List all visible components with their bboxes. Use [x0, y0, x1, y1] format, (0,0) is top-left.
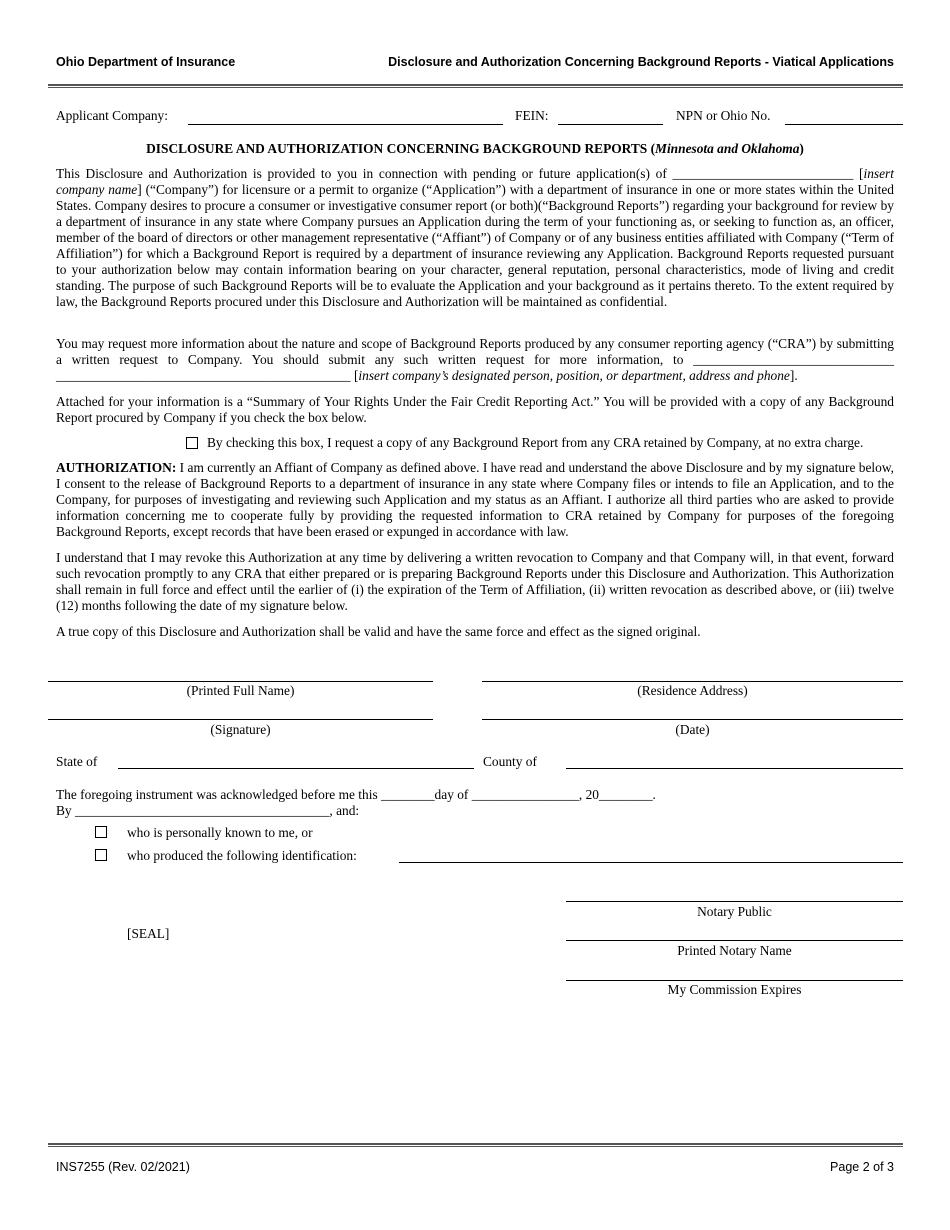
county-field[interactable] — [566, 768, 903, 769]
identification-checkbox[interactable] — [95, 849, 107, 861]
printed-notary-name-line[interactable] — [566, 940, 903, 941]
residence-address-line[interactable] — [482, 681, 903, 682]
request-copy-checkbox[interactable] — [186, 437, 198, 449]
header-divider — [48, 84, 903, 88]
printed-name-caption: (Printed Full Name) — [186, 683, 295, 698]
notary-public-line[interactable] — [566, 901, 903, 902]
request-info-paragraph: You may request more information about the nature and scope of Background Reports produced by any consumer reporting agency (“CRA”) by submitting a written request to Company. You should submit any such written request for more information, to ______________________________ ____________________________________________ [insert company’s designated person, position, or department, address and phone]. — [56, 336, 894, 383]
acknowledgment-by-line: By ______________________________________, and: — [56, 803, 360, 818]
signature-caption: (Signature) — [210, 722, 271, 737]
identification-field[interactable] — [399, 862, 903, 863]
notary-public-caption: Notary Public — [697, 904, 772, 919]
form-id: INS7255 (Rev. 02/2021) — [56, 1160, 190, 1174]
state-label: State of — [56, 754, 98, 769]
county-label: County of — [483, 754, 537, 769]
npn-field[interactable] — [785, 124, 903, 125]
document-title: DISCLOSURE AND AUTHORIZATION CONCERNING BACKGROUND REPORTS (Minnesota and Oklahoma) — [146, 141, 804, 156]
personally-known-label: who is personally known to me, or — [127, 825, 313, 840]
revocation-paragraph: I understand that I may revoke this Authorization at any time by delivering a written revocation to Company and that Company will, in that event, forward such revocation promptly to any CRA that either prepared or is preparing Background Reports under this Disclosure and Authorization. This Authorization shall remain in full force and effect until the earlier of (i) the expiration of the Term of Affiliation, (ii) written revocation as described above, or (iii) twelve (12) months following the date of my signature below. — [56, 550, 894, 613]
fein-field[interactable] — [558, 124, 663, 125]
agency-name: Ohio Department of Insurance — [56, 55, 236, 69]
authorization-paragraph: AUTHORIZATION: I am currently an Affiant of Company as defined above. I have read and understand the above Disclosure and by my signature below, I consent to the release of Background Reports to a department of insurance in any state where Company files or intends to file an Application, and to the Company, for purposes of investigating and reviewing such Application and my status as an Affiant. I authorize all third parties who are asked to provide information concerning me to cooperate fully by providing the requested information to CRA retained by Company for purposes of the foregoing Background Reports, except records that have been erased or expunged in accordance with law. — [56, 460, 894, 539]
date-caption: (Date) — [675, 722, 710, 737]
applicant-company-field[interactable] — [188, 124, 503, 125]
disclosure-paragraph: This Disclosure and Authorization is provided to you in connection with pending or future application(s) of ___________________________ [insert company name] (“Company”) for licensure or a permit to organize (“Application”) with a department of insurance in one or more states within the United States. Company desires to procure a consumer or investigative consumer report (or both)(“Background Reports”) regarding your background for review by a department of insurance in any state where Company pursues an Application during the term of your functioning as, or seeking to function as, an officer, member of the board of directors or other management representative (“Affiant”) of Company or of any business entities affiliated with Company (“Term of Affiliation”) for which a Background Report is required by a department of insurance reviewing any Application. Background Reports requested pursuant to your authorization below may contain information bearing on your character, general reputation, personal characteristics, mode of living and credit standing. The purpose of such Background Reports will be to evaluate the Application and your background as it pertains thereto. To the extent required by law, the Background Reports procured under this Disclosure and Authorization will be maintained as confidential. — [56, 166, 894, 309]
printed-name-line[interactable] — [48, 681, 433, 682]
fcra-summary-paragraph: Attached for your information is a “Summary of Your Rights Under the Fair Credit Reporting Act.” You will be provided with a copy of any Background Report procured by Company if you check the box below. — [56, 394, 894, 425]
identification-label: who produced the following identification: — [127, 848, 357, 863]
commission-expires-caption: My Commission Expires — [667, 982, 802, 997]
npn-label: NPN or Ohio No. — [676, 108, 771, 123]
state-field[interactable] — [118, 768, 474, 769]
footer-divider — [48, 1143, 903, 1147]
personally-known-checkbox[interactable] — [95, 826, 107, 838]
signature-line[interactable] — [48, 719, 433, 720]
commission-expires-line[interactable] — [566, 980, 903, 981]
acknowledgment-line: The foregoing instrument was acknowledged before me this ________day of ________________, 20________. — [56, 787, 656, 802]
seal-label: [SEAL] — [127, 926, 170, 941]
form-title-header: Disclosure and Authorization Concerning Background Reports - Viatical Applications — [388, 55, 894, 69]
request-copy-label: By checking this box, I request a copy of any Background Report from any CRA retained by Company, at no extra charge. — [207, 435, 864, 450]
printed-notary-name-caption: Printed Notary Name — [677, 943, 792, 958]
page-number: Page 2 of 3 — [830, 1160, 894, 1174]
residence-address-caption: (Residence Address) — [637, 683, 748, 698]
applicant-company-label: Applicant Company: — [56, 108, 168, 123]
date-line[interactable] — [482, 719, 903, 720]
fein-label: FEIN: — [515, 108, 549, 123]
true-copy-paragraph: A true copy of this Disclosure and Authorization shall be valid and have the same force and effect as the signed original. — [56, 624, 701, 639]
